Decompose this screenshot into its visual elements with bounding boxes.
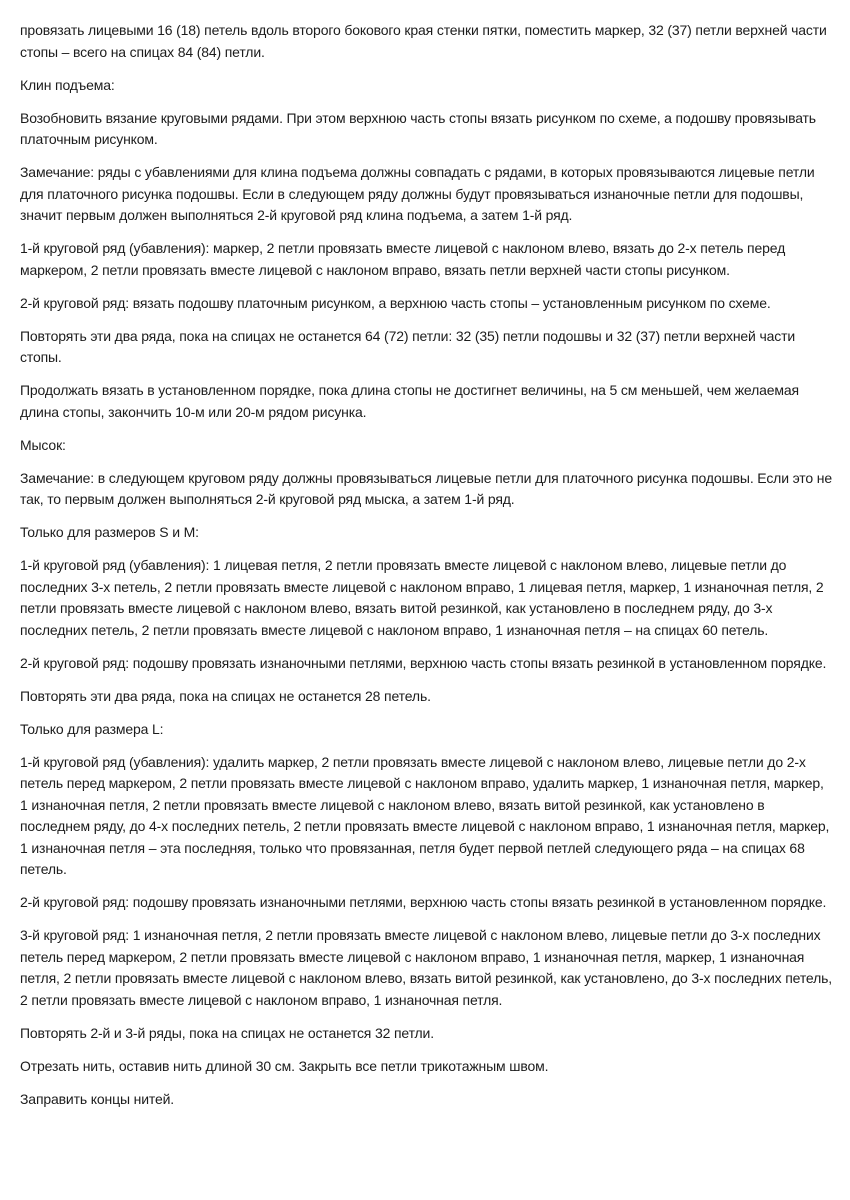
paragraph: Повторять эти два ряда, пока на спицах не останется 28 петель. — [20, 687, 431, 704]
paragraph-continuation: провязать лицевыми 16 (18) петель вдоль второго бокового края стенки пятки, поместить маркер, 32 (37) петли верхней части стопы – всего на спицах 84 (84) петли. — [20, 22, 827, 60]
document-body — [20, 20, 835, 1122]
paragraph: Продолжать вязать в установленном порядке, пока длина стопы не достигнет величины, на 5 см меньшей, чем желаемая длина стопы, закончить 10-м или 20-м рядом рисунка. — [20, 382, 799, 420]
heading-instep-gusset: Клин подъема: — [20, 76, 115, 93]
heading-sizes-s-m: Только для размеров S и M: — [20, 524, 199, 540]
paragraph-final: Заправить концы нитей. — [20, 1090, 175, 1107]
paragraph: Отрезать нить, оставив нить длиной 30 см. Закрыть все петли трикотажным швом. — [20, 1057, 549, 1074]
heading-toe: Мысок: — [20, 436, 66, 453]
paragraph-round-1: 1-й круговой ряд (убавления): маркер, 2 петли провязать вместе лицевой с наклоном влево, вязать до 2-х петель перед маркером, 2 петли провязать вместе лицевой с наклоном вправо, вязать петли верхней части стопы рисунком. — [20, 240, 786, 278]
heading-size-l: Только для размера L: — [20, 720, 164, 737]
paragraph-round-2: 2-й круговой ряд: подошву провязать изнаночными петлями, верхнюю часть стопы вязать резинкой в установленном порядке. — [20, 654, 827, 671]
paragraph: Повторять 2-й и 3-й ряды, пока на спицах не останется 32 петли. — [20, 1024, 434, 1041]
paragraph-round-2: 2-й круговой ряд: подошву провязать изнаночными петлями, верхнюю часть стопы вязать резинкой в установленном порядке. — [20, 894, 827, 910]
paragraph-note: Замечание: в следующем круговом ряду должны провязываться лицевые петли для платочного рисунка подошвы. Если это не так, то первым должен выполняться 2-й круговой ряд мыска, а затем 1-й ряд. — [20, 469, 832, 507]
paragraph-round-1: 1-й круговой ряд (убавления): 1 лицевая петля, 2 петли провязать вместе лицевой с наклоном влево, лицевые петли до последних 3-х петель, 2 петли провязать вместе лицевой с наклоном вправо, 1 лицевая петля, маркер, 1 изнаночная петля, 2 петли провязать вместе лицевой с наклоном влево, вязать витой резинкой, как установлено в последнем ряду, до 3-х последних петель, 2 петли провязать вместе лицевой с наклоном вправо, 1 изнаночная петля – на спицах 60 петель. — [20, 557, 824, 638]
paragraph-note: Замечание: ряды с убавлениями для клина подъема должны совпадать с рядами, в которых провязываются лицевые петли для платочного рисунка подошвы. Если в следующем ряду должны будут провязываться изнаночные петли для подошвы, значит первым должен выполняться 2-й круговой ряд клина подъема, а затем 1-й ряд. — [20, 164, 815, 223]
paragraph: Возобновить вязание круговыми рядами. При этом верхнюю часть стопы вязать рисунком по схеме, а подошву провязывать платочным рисунком. — [20, 109, 816, 147]
paragraph-round-1: 1-й круговой ряд (убавления): удалить маркер, 2 петли провязать вместе лицевой с наклоном влево, лицевые петли до 2-х петель перед маркером, 2 петли провязать вместе лицевой с наклоном вправо, удалить маркер, 1 изнаночная петля, маркер, 1 изнаночная петля, 2 петли провязать вместе лицевой с наклоном влево, вязать витой резинкой, как установлено в последнем ряду, до 4-х последних петель, 2 петли провязать вместе лицевой с наклоном вправо, 1 изнаночная петля, маркер, 1 изнаночная петля – эта последняя, только что провязанная, петля будет первой петлей следующего ряда – на спицах 68 петель. — [20, 753, 830, 877]
paragraph-round-2: 2-й круговой ряд: вязать подошву платочным рисунком, а верхнюю часть стопы – установленным рисунком по схеме. — [20, 294, 771, 311]
paragraph-round-3: 3-й круговой ряд: 1 изнаночная петля, 2 петли провязать вместе лицевой с наклоном влево, лицевые петли до 3-х последних петель перед маркером, 2 петли провязать вместе лицевой с наклоном вправо, 1 изнаночная петля, маркер, 1 изнаночная петля, 2 петли провязать вместе лицевой с наклоном влево, вязать витой резинкой, как установлено, до 3-х последних петель, 2 петли провязать вместе лицевой с наклоном вправо, 1 изнаночная петля. — [20, 927, 833, 1008]
paragraph: Повторять эти два ряда, пока на спицах не останется 64 (72) петли: 32 (35) петли подошвы и 32 (37) петли верхней части стопы. — [20, 327, 796, 365]
